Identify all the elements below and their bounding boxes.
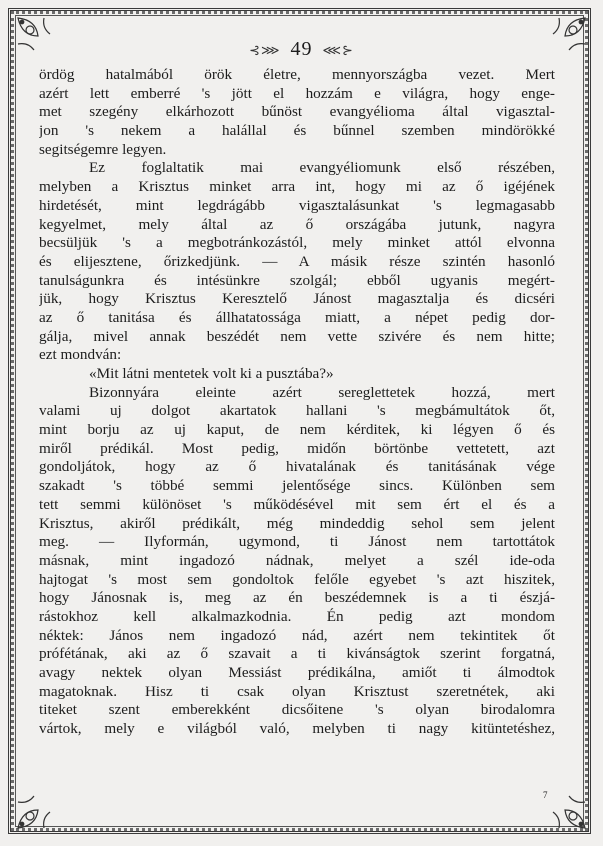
text-line: magatoknak. Hisz ti csak olyan Krisztust szeretnétek, aki: [39, 682, 555, 700]
text-line: tanulságunkra és intésünkre szolgál; ebből ugyanis megért-: [39, 271, 555, 289]
header-ornament-left: ⊰⋙: [249, 42, 281, 58]
text-line: ezt mondván:: [39, 346, 122, 364]
text-line: hogy Jánosnak is, meg az én beszédemnek is a ti észjá-: [39, 589, 555, 607]
text-line: jük, hogy Krisztus Keresztelő Jánost magasztalja és dicséri: [39, 290, 555, 308]
header-ornament-right: ⋘⊱: [322, 42, 354, 58]
text-line: jon 's nekem a halállal és bűnnel szemben mindörökké: [39, 122, 555, 140]
text-line: met szegény elkárhozott bűnöst evangyélioma által vigasztal-: [39, 103, 555, 121]
text-line: «Mit látni mentetek volt ki a pusztába?»: [89, 365, 334, 382]
text-line: gálja, mivel annak beszédét nem vette szivére és nem hitte;: [39, 327, 555, 345]
text-line: prófétának, aki az ő szavait a ti kivánságtok szerint forgatná,: [39, 645, 555, 663]
text-line: szakadt 's többé semmi jelentősége sincs. Különben sem: [39, 477, 555, 495]
page-number: 49: [290, 38, 313, 60]
text-line: titeket szent emberekként dicsőitene 's olyan birodalomra: [39, 701, 555, 719]
text-line: miről prédikál. Most pedig, midőn börtönbe vettetett, azt: [39, 439, 555, 457]
text-line: meg. — Ilyformán, ugymond, ti Jánost nem tartottátok: [39, 533, 555, 551]
corner-ornament-icon: [14, 786, 60, 832]
page-header: [0, 38, 603, 61]
text-line: avagy nektek olyan Messiást prédikálna, amiőt ti álmodtok: [39, 664, 555, 681]
text-line: melyben a Krisztus minket arra int, hogy mi az ő igéjének: [39, 178, 555, 196]
text-line: gondoljátok, hogy az ő hivatalának és tanitásának vége: [39, 458, 555, 476]
text-line: valami uj dolgot akartatok hallani 's megbámultátok őt,: [39, 402, 555, 420]
text-line: másnak, mint ingadozó nádnak, melyet a szél ide-oda: [39, 551, 555, 569]
text-line: és elijesztene, őrizkedjünk. — A másik része szintén hasonló: [39, 252, 555, 270]
text-line: hajtogat 's most sem gondoltok felőle egyebet 's azt hiszitek,: [39, 570, 555, 588]
text-line: mint borju az uj kaput, de nem kérditek, ki légyen ő és: [39, 421, 555, 439]
text-line: becsüljük 's a megbotránkozástól, mely minket attól elvonna: [39, 234, 555, 252]
text-line: Bizonnyára eleinte azért sereglettetek hozzá, mert: [89, 383, 555, 401]
text-line: ördög hatalmából örök életre, mennyországba vezet. Mert: [39, 66, 555, 83]
text-line: Ez foglaltatik mai evangyéliomunk első részében,: [89, 159, 555, 177]
text-line: az ő tanitása és állhatatossága miatt, a népet pedig dor-: [39, 308, 555, 326]
text-line: néktek: János nem ingadozó nád, azért nem tekintitek őt: [39, 626, 555, 644]
signature-mark: 7: [543, 790, 548, 800]
text-line: Krisztus, akiről prédikált, még mindeddig sehol sem jelent: [39, 514, 555, 532]
text-line: rástokhoz kell alkalmazkodnia. Én pedig azt mondom: [39, 607, 555, 625]
text-line: vártok, mely e világból való, melyben ti nagy kitüntetéshez,: [39, 720, 555, 738]
text-line: azért lett emberré 's jött el hozzám e világra, hogy enge-: [39, 84, 555, 102]
text-line: segitségemre legyen.: [39, 140, 167, 158]
text-line: hirdetését, mint legdrágább vigasztalásunkat 's legmagasabb: [39, 196, 555, 214]
body-text: [39, 66, 555, 739]
text-line: kegyelmet, mely által az ő országába jutunk, nagyra: [39, 215, 555, 233]
text-line: tett semmi különöset 's működésével mit sem ért el és a: [39, 495, 555, 513]
corner-ornament-icon: [543, 786, 589, 832]
